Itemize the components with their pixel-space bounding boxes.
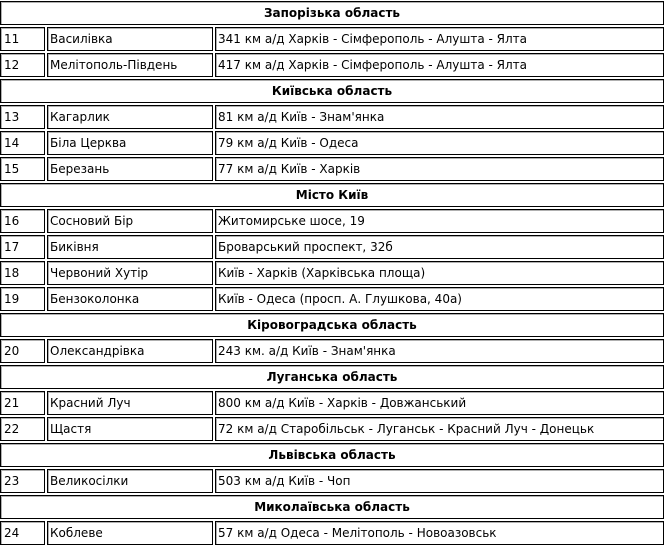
row-number: 16 [0,209,45,233]
row-number: 19 [0,287,45,311]
table-row [0,469,664,493]
row-number: 18 [0,261,45,285]
place-name: Коблеве [47,521,213,545]
place-name: Сосновий Бір [47,209,213,233]
table-row [0,209,664,233]
road-location: 72 км а/д Старобільськ - Луганськ - Красний Луч - Донецьк [215,417,664,441]
table-row [0,287,664,311]
region-header: Київська область [0,79,664,103]
region-header: Львівська область [0,443,664,467]
table-row [0,391,664,415]
place-name: Биківня [47,235,213,259]
road-location: 81 км а/д Київ - Знам'янка [215,105,664,129]
road-location: 341 км а/д Харків - Сімферополь - Алушта - Ялта [215,27,664,51]
region-header: Миколаївська область [0,495,664,519]
place-name: Мелітополь-Південь [47,53,213,77]
row-number: 15 [0,157,45,181]
road-location: 800 км а/д Київ - Харків - Довжанський [215,391,664,415]
road-location: Житомирське шосе, 19 [215,209,664,233]
table-row [0,261,664,285]
region-header: Кіровоградська область [0,313,664,337]
table-row [0,131,664,155]
place-name: Красний Луч [47,391,213,415]
road-location: 243 км. а/д Київ - Знам'янка [215,339,664,363]
region-header-row [0,1,664,25]
road-location: Броварський проспект, 32б [215,235,664,259]
table-row [0,235,664,259]
table-row [0,157,664,181]
table-row [0,27,664,51]
row-number: 13 [0,105,45,129]
road-location: Київ - Харків (Харківська площа) [215,261,664,285]
region-header-row [0,365,664,389]
place-name: Червоний Хутір [47,261,213,285]
region-header-row [0,443,664,467]
region-header-row [0,183,664,207]
place-name: Василівка [47,27,213,51]
region-header-row [0,495,664,519]
place-name: Кагарлик [47,105,213,129]
table-row [0,521,664,545]
region-header-row [0,79,664,103]
row-number: 24 [0,521,45,545]
table-row [0,339,664,363]
region-header-row [0,313,664,337]
place-name: Бензоколонка [47,287,213,311]
road-location: 503 км а/д Київ - Чоп [215,469,664,493]
place-name: Березань [47,157,213,181]
row-number: 21 [0,391,45,415]
place-name: Біла Церква [47,131,213,155]
table-row [0,105,664,129]
road-location: 77 км а/д Київ - Харків [215,157,664,181]
row-number: 12 [0,53,45,77]
road-location: 79 км а/д Київ - Одеса [215,131,664,155]
place-name: Щастя [47,417,213,441]
place-name: Олександрівка [47,339,213,363]
row-number: 17 [0,235,45,259]
place-name: Великосілки [47,469,213,493]
road-location: 417 км а/д Харків - Сімферополь - Алушта - Ялта [215,53,664,77]
region-header: Місто Київ [0,183,664,207]
region-header: Луганська область [0,365,664,389]
table-row [0,53,664,77]
row-number: 22 [0,417,45,441]
road-location: 57 км а/д Одеса - Мелітополь - Новоазовськ [215,521,664,545]
row-number: 23 [0,469,45,493]
row-number: 14 [0,131,45,155]
table-row [0,417,664,441]
region-header: Запорізька область [0,1,664,25]
row-number: 20 [0,339,45,363]
table-body [0,1,664,545]
road-location: Київ - Одеса (просп. А. Глушкова, 40а) [215,287,664,311]
row-number: 11 [0,27,45,51]
